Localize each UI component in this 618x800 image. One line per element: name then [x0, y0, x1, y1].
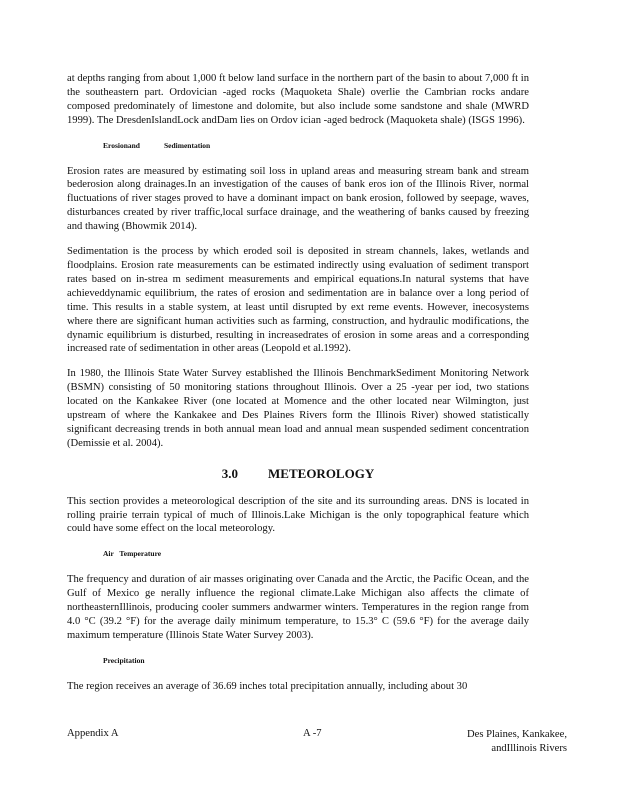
- subheading-erosion-sedimentation: [103, 139, 529, 153]
- paragraph-sedimentation: Sedimentation is the process by which eroded soil is deposited in stream channels, lakes, wetlands and floodplains. Erosion rate measurements can be estimated indirectly using evaluation of sediment transport rates based on in-strea m sediment measurements and empirical equations.In natural systems that have achieveddynamic equilibrium, the rates of erosion and sedimentation are in balance over a long period of time. This results in a stable system, at least until disrupted by ext reme events. However, inecosystems where there are significant human activities such as farming, construction, and hydraulic modifications, the dynamic equilibrium is disturbed, resulting in increasedrates of erosion in some areas and a corresponding increased rate of sedimentation in other areas (Leopold et al.1992).: [67, 246, 529, 355]
- paragraph-erosion: Erosion rates are measured by estimating soil loss in upland areas and measuring stream bank and stream bederosion along drainages.In an investigation of the causes of bank eros ion of the Illinois River, normal fluctuations of river stages proved to have a dominant impact on bank erosion, followed by seepage, waves, disturbances created by river traffic,local surface drainage, and the weathering of banks caused by freezing and thawing (Bhowmik 2014).: [67, 165, 529, 233]
- footer-title-line2: andIllinois Rivers: [491, 742, 567, 754]
- paragraph-geology: at depths ranging from about 1,000 ft below land surface in the northern part of the basin to about 7,000 ft in the southeastern part. Ordovician -aged rocks (Maquoketa Shale) overlie the Cambrian rocks andare composed predominately of limestone and dolomite, but also include some sandstone and shale (MWRD 1999). The DresdenIslandLock andDam lies on Ordov ician -aged bedrock (Maquoketa shale) (ISGS 1996).: [67, 73, 529, 126]
- paragraph-bsmn: In 1980, the Illinois State Water Survey established the Illinois BenchmarkSediment Monitoring Network (BSMN) consisting of 50 monitoring stations throughout Illinois. Over a 25 -year per iod, two stations located on the Kankakee River (one located at Momence and the other located near Wilmington, just upstream of where the Kankakee and Des Plaines Rivers form the Illinois River) showed statistically significant decreasing trends in both annual mean load and annual mean suspended sediment concentration (Demissie et al. 2004).: [67, 368, 529, 449]
- paragraph-precipitation: The region receives an average of 36.69 inches total precipitation annually, including about 30: [67, 680, 468, 692]
- subheading-precipitation: Precipitation: [103, 655, 145, 665]
- section-title: METEOROLOGY: [268, 465, 375, 481]
- section-heading-meteorology: [67, 467, 529, 481]
- footer-appendix: Appendix A: [67, 728, 119, 739]
- section-number: 3.0: [221, 465, 239, 481]
- paragraph-air-temperature: The frequency and duration of air masses originating over Canada and the Arctic, the Pacific Ocean, and the Gulf of Mexico ge nerally influence the regional climate.Lake Michigan also affects the climate of northeasternIllinois, producing cooler summers andwarmer winters. Temperatures in the region range from 4.0 °C (39.2 °F) for the average daily minimum temperature, to 15.3° C (59.6 °F) for the average daily maximum temperature (Illinois State Water Survey 2003).: [67, 574, 529, 641]
- footer-report-title: [467, 728, 567, 756]
- subheading-air-temperature: Air Temperature: [103, 549, 162, 559]
- subheading-erosion: Erosionand: [103, 140, 140, 150]
- paragraph-meteorology: This section provides a meteorological description of the site and its surrounding areas. DNS is located in rolling prairie terrain typical of much of Illinois.Lake Michigan is the only topographical feature which could have some effect on the local meteorology.: [67, 495, 529, 535]
- subheading-sedimentation: Sedimentation: [163, 140, 211, 150]
- footer-page-number: A -7: [303, 728, 322, 739]
- document-page: [67, 72, 529, 705]
- footer-title-line1: Des Plaines, Kankakee,: [466, 729, 567, 740]
